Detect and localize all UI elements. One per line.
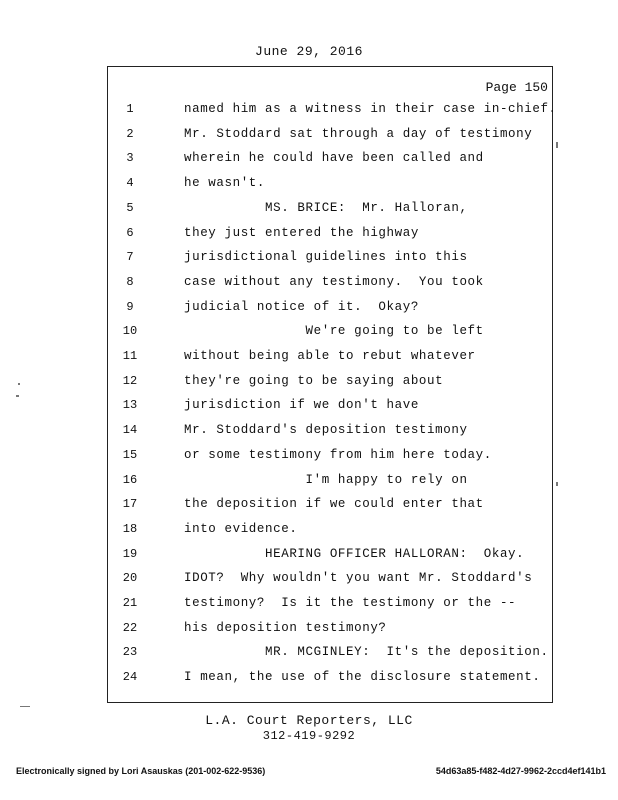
line-number: 20: [122, 571, 138, 586]
transcript-line: [0, 275, 618, 295]
line-number: 10: [122, 324, 138, 339]
line-number: 23: [122, 645, 138, 660]
transcript-line: [0, 473, 618, 493]
line-text: they're going to be saying about: [184, 373, 444, 388]
transcript-line: [0, 201, 618, 221]
signature-id: 54d63a85-f482-4d27-9962-2ccd4ef141b1: [435, 766, 606, 776]
line-text: testimony? Is it the testimony or the --: [184, 596, 517, 610]
line-text: the deposition if we could enter that: [184, 497, 484, 512]
transcript-line: [0, 547, 618, 567]
transcript-line: [0, 621, 618, 641]
line-text: case without any testimony. You took: [184, 274, 484, 289]
scan-mark: [20, 706, 30, 707]
transcript-line: [0, 448, 618, 468]
line-text: wherein he could have been called and: [184, 151, 484, 166]
line-number: 12: [122, 373, 138, 388]
line-number: 21: [122, 596, 138, 610]
line-number: 14: [122, 423, 138, 438]
line-text: HEARING OFFICER HALLORAN: Okay.: [184, 546, 525, 561]
transcript-line: [0, 349, 618, 369]
line-text: Mr. Stoddard's deposition testimony: [184, 423, 468, 438]
transcript-line: [0, 571, 618, 591]
transcript-line: [0, 102, 618, 122]
footer-phone: 312-419-9292: [262, 729, 356, 743]
line-number: 17: [122, 497, 138, 512]
line-number: 5: [126, 200, 134, 215]
line-text: into evidence.: [184, 521, 298, 536]
line-text: judicial notice of it. Okay?: [184, 299, 419, 314]
line-number: 11: [122, 349, 138, 363]
line-text: or some testimony from him here today.: [184, 447, 492, 462]
line-number: 24: [122, 670, 138, 685]
line-number: 22: [122, 620, 138, 635]
line-text: named him as a witness in their case in-chief.: [184, 102, 557, 116]
transcript-line: [0, 226, 618, 246]
transcript-line: [0, 176, 618, 196]
line-text: he wasn't.: [184, 176, 266, 191]
line-number: 8: [126, 274, 134, 289]
scan-mark: [16, 395, 19, 397]
line-number: 13: [122, 398, 138, 413]
transcript-line: [0, 374, 618, 394]
line-text: MS. BRICE: Mr. Halloran,: [184, 200, 468, 215]
page-number: Page 150: [485, 80, 548, 95]
footer-company: L.A. Court Reporters, LLC: [205, 713, 413, 728]
line-text: IDOT? Why wouldn't you want Mr. Stoddard's: [184, 571, 533, 586]
line-number: 15: [122, 447, 138, 462]
line-text: We're going to be left: [184, 324, 484, 339]
line-number: 3: [126, 151, 134, 166]
scan-mark: [556, 142, 558, 148]
transcript-line: [0, 596, 618, 616]
transcript-line: [0, 324, 618, 344]
line-number: 2: [126, 126, 134, 141]
scan-mark: [18, 383, 20, 385]
line-text: MR. MCGINLEY: It's the deposition.: [184, 645, 549, 660]
line-text: I mean, the use of the disclosure statement.: [184, 670, 541, 685]
page-date: June 29, 2016: [255, 44, 363, 59]
transcript-line: [0, 127, 618, 147]
transcript-line: [0, 670, 618, 690]
transcript-line: [0, 300, 618, 320]
line-number: 19: [122, 546, 138, 561]
line-number: 9: [126, 299, 134, 314]
line-text: I'm happy to rely on: [184, 472, 468, 487]
line-text: Mr. Stoddard sat through a day of testimony: [184, 126, 533, 141]
transcript-line: [0, 398, 618, 418]
line-number: 16: [122, 472, 138, 487]
transcript-line: [0, 522, 618, 542]
line-number: 18: [122, 521, 138, 536]
transcript-line: [0, 497, 618, 517]
line-text: without being able to rebut whatever: [184, 349, 476, 363]
transcript-line: [0, 645, 618, 665]
line-number: 1: [126, 102, 134, 116]
line-number: 4: [126, 176, 134, 191]
transcript-line: [0, 151, 618, 171]
line-number: 7: [126, 250, 134, 265]
line-number: 6: [126, 225, 134, 240]
signature-left: Electronically signed by Lori Asauskas (201-002-622-9536): [16, 766, 266, 776]
line-text: his deposition testimony?: [184, 620, 387, 635]
line-text: they just entered the highway: [184, 225, 419, 240]
transcript-line: [0, 423, 618, 443]
transcript-line: [0, 250, 618, 270]
line-text: jurisdictional guidelines into this: [184, 250, 468, 265]
scan-mark: [556, 482, 558, 486]
line-text: jurisdiction if we don't have: [184, 398, 419, 413]
